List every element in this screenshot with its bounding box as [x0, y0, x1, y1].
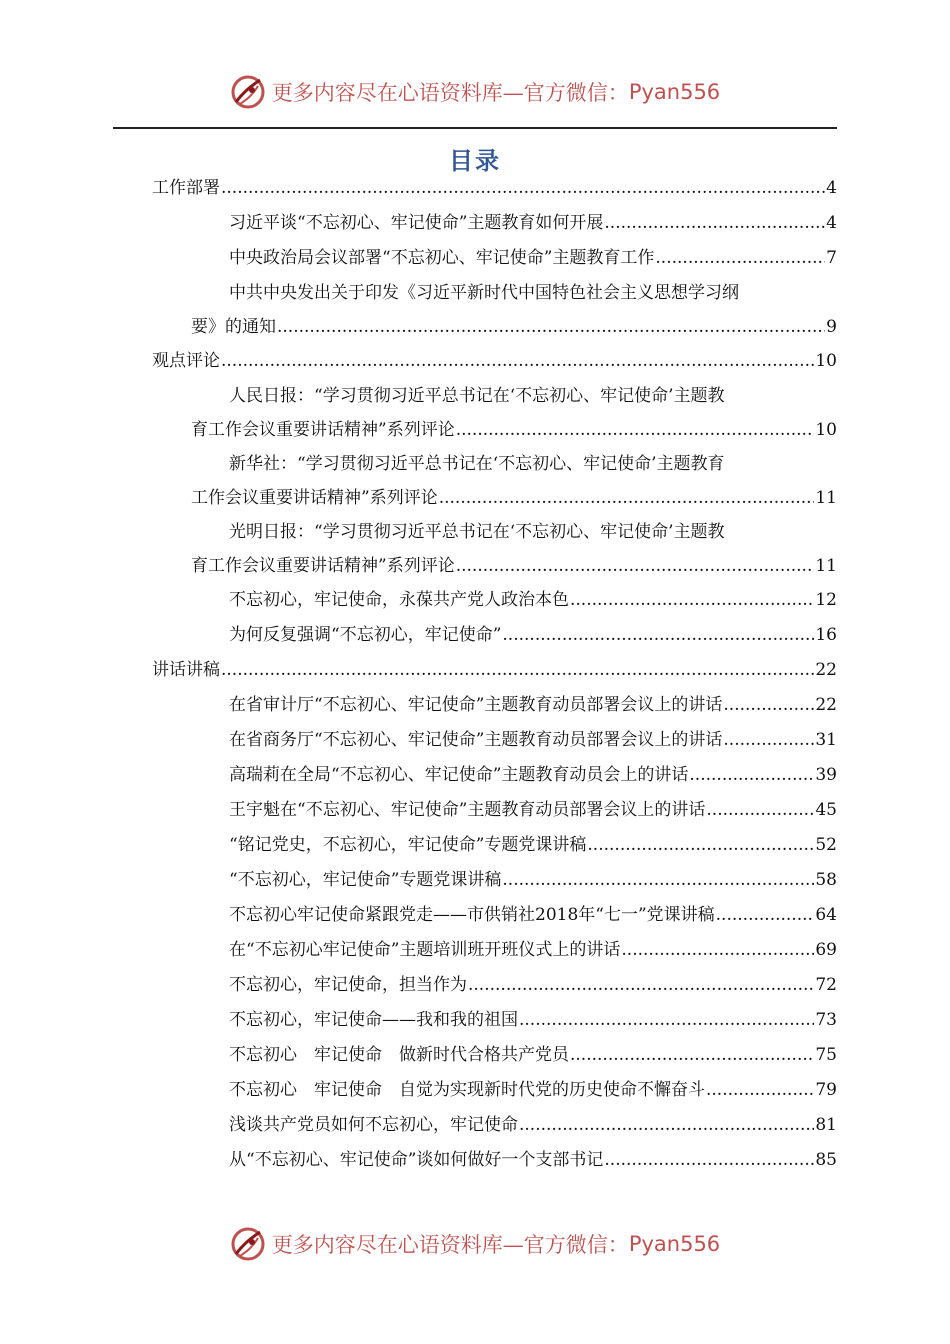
toc-item[interactable]: [152, 832, 837, 858]
toc-page-number: 45: [815, 800, 837, 820]
dot-leader: [468, 972, 814, 998]
toc-page-number: 31: [815, 730, 837, 750]
toc-item-text-line1: 中共中央发出关于印发《习近平新时代中国特色社会主义思想学习纲: [229, 283, 739, 303]
toc-item[interactable]: [152, 1042, 837, 1068]
dot-leader: [655, 245, 825, 271]
toc-page-number: 16: [815, 625, 837, 645]
toc-item[interactable]: [152, 1112, 837, 1138]
header-banner: [0, 70, 950, 114]
toc-page-number: 64: [815, 905, 837, 925]
toc-item-text: 在省商务厅“不忘初心、牢记使命”主题教育动员部署会议上的讲话: [229, 730, 723, 750]
toc-item[interactable]: [152, 587, 837, 613]
toc-section[interactable]: [152, 175, 837, 201]
toc-page-number: 73: [815, 1010, 837, 1030]
toc-item-text: 习近平谈“不忘初心、牢记使命”主题教育如何开展: [229, 213, 604, 233]
toc-item-text: 在省审计厅“不忘初心、牢记使命”主题教育动员部署会议上的讲话: [229, 695, 723, 715]
dot-leader: [716, 902, 815, 928]
toc-page-number: 4: [826, 213, 837, 233]
toc-section[interactable]: [152, 348, 837, 374]
toc-page-number: 58: [815, 870, 837, 890]
toc-item-text: 中央政治局会议部署“不忘初心、牢记使命”主题教育工作: [229, 248, 655, 268]
dot-leader: [519, 1112, 814, 1138]
toc-item-text: 不忘初心牢记使命紧跟党走——市供销社2018年“七一”党课讲稿: [229, 905, 715, 925]
dot-leader: [621, 937, 814, 963]
toc-item-text: 为何反复强调“不忘初心，牢记使命”: [229, 625, 502, 645]
dot-leader: [723, 727, 814, 753]
brush-logo-icon: [230, 1226, 266, 1262]
toc-page-number: 81: [815, 1115, 837, 1135]
toc-page-number: 72: [815, 975, 837, 995]
banner-wechat-id: Pyan556: [628, 1232, 721, 1256]
toc-page-number: 22: [815, 695, 837, 715]
toc-item[interactable]: [152, 383, 837, 443]
toc-page-number: 85: [815, 1150, 837, 1170]
dot-leader: [570, 587, 814, 613]
toc-page-number: 9: [826, 317, 837, 337]
toc-item-text: 从“不忘初心、牢记使命”谈如何做好一个支部书记: [229, 1150, 604, 1170]
toc-item[interactable]: [152, 1147, 837, 1173]
toc-item[interactable]: [152, 867, 837, 893]
toc-section-title: 工作部署: [152, 178, 220, 198]
dot-leader: [502, 622, 814, 648]
toc-item[interactable]: [152, 1077, 837, 1103]
dot-leader: [723, 692, 814, 718]
toc-item[interactable]: [152, 937, 837, 963]
toc-page-number: 39: [815, 765, 837, 785]
toc-item[interactable]: [152, 451, 837, 511]
dot-leader: [277, 314, 825, 340]
toc-item-text: “铭记党史，不忘初心，牢记使命”专题党课讲稿: [229, 835, 587, 855]
dot-leader: [689, 762, 814, 788]
toc-item[interactable]: [152, 519, 837, 579]
toc-item[interactable]: [152, 1007, 837, 1033]
toc-item-text: 不忘初心 牢记使命 做新时代合格共产党员: [229, 1045, 569, 1065]
toc-title: 目录: [449, 147, 501, 175]
toc-item-text: 浅谈共产党员如何不忘初心，牢记使命: [229, 1115, 518, 1135]
toc-item[interactable]: [152, 972, 837, 998]
toc-page-number: 75: [815, 1045, 837, 1065]
toc-page-number: 79: [815, 1080, 837, 1100]
dot-leader: [587, 832, 814, 858]
toc-item[interactable]: [152, 692, 837, 718]
toc-page-number: 69: [815, 940, 837, 960]
toc-section-title: 观点评论: [152, 351, 220, 371]
toc-item[interactable]: [152, 245, 837, 271]
dot-leader: [439, 485, 815, 511]
dot-leader: [604, 210, 825, 236]
toc-item-text: “不忘初心，牢记使命”专题党课讲稿: [229, 870, 502, 890]
dot-leader: [456, 417, 815, 443]
toc-page-number: 22: [815, 660, 837, 680]
dot-leader: [221, 348, 814, 374]
toc-page-number: 7: [826, 248, 837, 268]
toc-item-text-line1: 光明日报：“学习贯彻习近平总书记在‘不忘初心、牢记使命’主题教: [229, 522, 725, 542]
dot-leader: [570, 1042, 814, 1068]
dot-leader: [706, 1077, 814, 1103]
toc-item-text: 不忘初心，牢记使命——我和我的祖国: [229, 1010, 518, 1030]
toc-page-number: 10: [815, 351, 837, 371]
toc-item-text: 不忘初心 牢记使命 自觉为实现新时代党的历史使命不懈奋斗: [229, 1080, 705, 1100]
dot-leader: [221, 175, 825, 201]
toc-page-number: 11: [815, 488, 837, 508]
toc-item[interactable]: [152, 902, 837, 928]
toc-item[interactable]: [152, 762, 837, 788]
footer-banner: [0, 1222, 950, 1266]
toc-page-number: 11: [815, 556, 837, 576]
toc-page-number: 12: [815, 590, 837, 610]
header-divider: [113, 127, 837, 129]
dot-leader: [456, 553, 815, 579]
dot-leader: [519, 1007, 814, 1033]
toc-item[interactable]: [152, 797, 837, 823]
toc-item-text-line1: 新华社：“学习贯彻习近平总书记在‘不忘初心、牢记使命’主题教育: [229, 454, 725, 474]
dot-leader: [502, 867, 814, 893]
toc-item[interactable]: [152, 280, 837, 340]
dot-leader: [706, 797, 814, 823]
brush-logo-icon: [230, 74, 266, 110]
banner-text: 更多内容尽在心语资料库—官方微信：: [271, 81, 629, 105]
toc-item-text: 在“不忘初心牢记使命”主题培训班开班仪式上的讲话: [229, 940, 621, 960]
toc-page-number: 4: [826, 178, 837, 198]
toc-page-number: 10: [815, 420, 837, 440]
toc-section[interactable]: [152, 657, 837, 683]
toc-item[interactable]: [152, 622, 837, 648]
banner-wechat-id: Pyan556: [628, 80, 721, 104]
toc-item-text-line2: 育工作会议重要讲话精神”系列评论: [191, 556, 455, 576]
toc-section-title: 讲话讲稿: [152, 660, 220, 680]
toc-item-text: 不忘初心，牢记使命，永葆共产党人政治本色: [229, 590, 569, 610]
toc-item-text: 高瑞莉在全局“不忘初心、牢记使命”主题教育动员会上的讲话: [229, 765, 689, 785]
banner-text: 更多内容尽在心语资料库—官方微信：: [271, 1233, 629, 1257]
toc-item-text-line2: 工作会议重要讲话精神”系列评论: [191, 488, 438, 508]
dot-leader: [604, 1147, 814, 1173]
toc-item[interactable]: [152, 210, 837, 236]
toc-item-text-line1: 人民日报：“学习贯彻习近平总书记在‘不忘初心、牢记使命’主题教: [229, 386, 725, 406]
toc-item-text-line2: 要》的通知: [191, 317, 276, 337]
toc-page-number: 52: [815, 835, 837, 855]
dot-leader: [221, 657, 814, 683]
toc-item-text-line2: 育工作会议重要讲话精神”系列评论: [191, 420, 455, 440]
toc-item[interactable]: [152, 727, 837, 753]
toc-item-text: 不忘初心，牢记使命，担当作为: [229, 975, 467, 995]
toc-item-text: 王宇魁在“不忘初心、牢记使命”主题教育动员部署会议上的讲话: [229, 800, 706, 820]
